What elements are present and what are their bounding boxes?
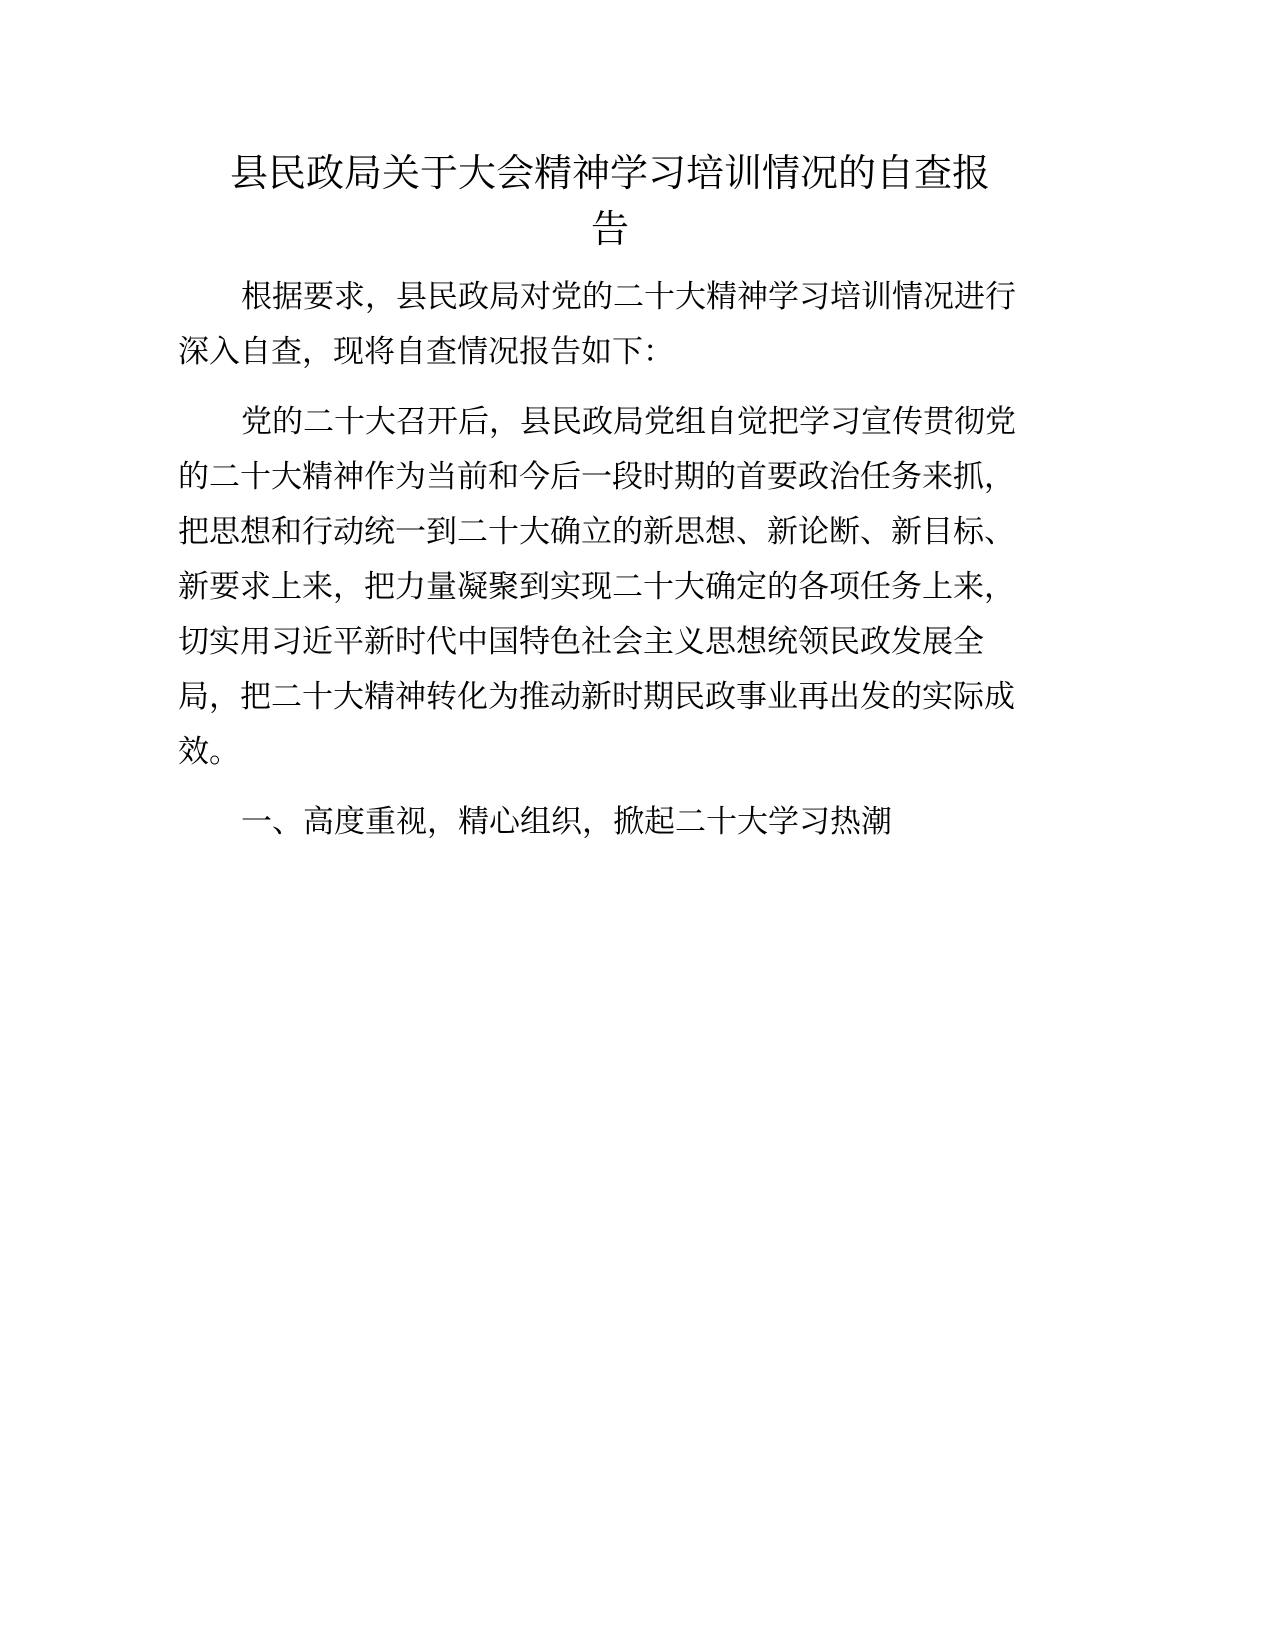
paragraph-summary (178, 397, 1038, 782)
text-line: 把思想和行动统一到二十大确立的新思想、新论断、新目标、 (178, 514, 1015, 550)
document-body (178, 272, 1038, 867)
text-line: 深入自查，现将自查情况报告如下： (178, 334, 674, 370)
paragraph-intro (178, 272, 1038, 382)
text-line: 切实用习近平新时代中国特色社会主义思想统领民政发展全 (178, 624, 984, 660)
text-line: 一、高度重视，精心组织，掀起二十大学习热潮 (241, 804, 892, 840)
text-line: 局，把二十大精神转化为推动新时期民政事业再出发的实际成 (178, 679, 1015, 715)
title-line: 告 (590, 207, 629, 251)
text-line: 效。 (178, 734, 240, 770)
document-title (170, 145, 1050, 257)
section-heading-1 (178, 797, 1038, 852)
text-line: 根据要求，县民政局对党的二十大精神学习培训情况进行 (241, 279, 1016, 315)
text-line: 的二十大精神作为当前和今后一段时期的首要政治任务来抓， (178, 459, 1015, 495)
text-line: 新要求上来，把力量凝聚到实现二十大确定的各项任务上来， (178, 569, 1015, 605)
text-line: 党的二十大召开后，县民政局党组自觉把学习宣传贯彻党 (241, 404, 1016, 440)
title-line: 县民政局关于大会精神学习培训情况的自查报 (229, 151, 990, 195)
